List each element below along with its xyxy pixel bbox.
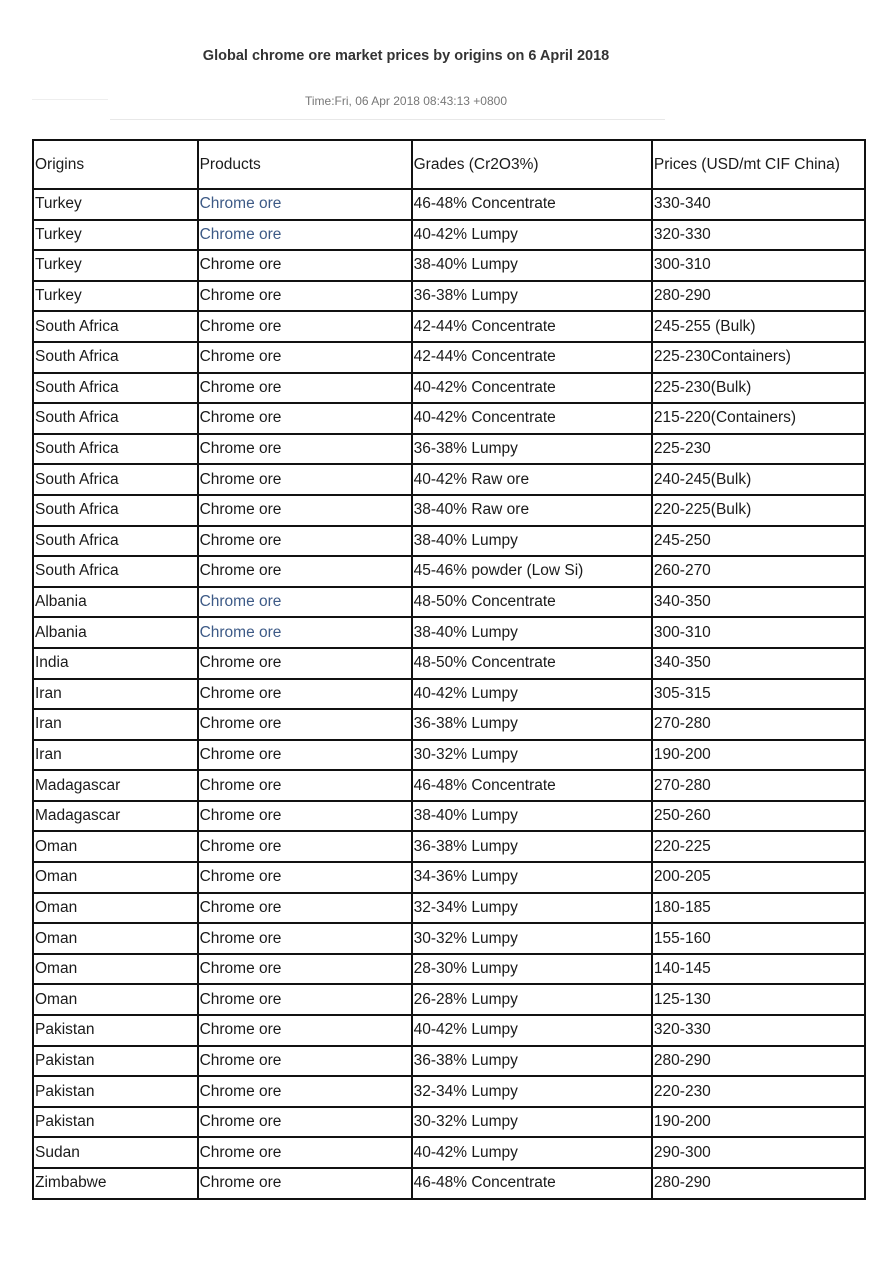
cell-origin: South Africa — [33, 526, 198, 557]
cell-product: Chrome ore — [198, 770, 412, 801]
cell-grade: 40-42% Lumpy — [412, 1015, 652, 1046]
cell-grade: 40-42% Lumpy — [412, 220, 652, 251]
cell-origin: Oman — [33, 893, 198, 924]
table-row — [33, 984, 865, 1015]
cell-origin: Oman — [33, 954, 198, 985]
cell-origin: Turkey — [33, 281, 198, 312]
table-row — [33, 342, 865, 373]
table-row — [33, 189, 865, 220]
product-link[interactable]: Chrome ore — [198, 617, 412, 648]
table-row — [33, 709, 865, 740]
cell-price: 280-290 — [652, 281, 865, 312]
cell-origin: Iran — [33, 679, 198, 710]
table-row — [33, 434, 865, 465]
cell-price: 140-145 — [652, 954, 865, 985]
table-row — [33, 1107, 865, 1138]
cell-product: Chrome ore — [198, 464, 412, 495]
cell-product: Chrome ore — [198, 1076, 412, 1107]
cell-grade: 38-40% Lumpy — [412, 801, 652, 832]
cell-product: Chrome ore — [198, 1015, 412, 1046]
table-row — [33, 831, 865, 862]
cell-grade: 48-50% Concentrate — [412, 587, 652, 618]
cell-origin: Iran — [33, 709, 198, 740]
cell-grade: 38-40% Lumpy — [412, 526, 652, 557]
table-row — [33, 311, 865, 342]
cell-price: 125-130 — [652, 984, 865, 1015]
cell-origin: Pakistan — [33, 1015, 198, 1046]
table-row — [33, 1168, 865, 1199]
cell-origin: South Africa — [33, 342, 198, 373]
cell-price: 240-245(Bulk) — [652, 464, 865, 495]
publish-time: Time:Fri, 06 Apr 2018 08:43:13 +0800 — [304, 94, 508, 108]
cell-grade: 36-38% Lumpy — [412, 434, 652, 465]
cell-grade: 36-38% Lumpy — [412, 281, 652, 312]
cell-product: Chrome ore — [198, 679, 412, 710]
table-row — [33, 679, 865, 710]
table-row — [33, 801, 865, 832]
cell-price: 300-310 — [652, 617, 865, 648]
cell-product: Chrome ore — [198, 831, 412, 862]
cell-price: 225-230 — [652, 434, 865, 465]
product-link[interactable]: Chrome ore — [198, 220, 412, 251]
cell-grade: 46-48% Concentrate — [412, 1168, 652, 1199]
cell-grade: 38-40% Lumpy — [412, 250, 652, 281]
table-row — [33, 862, 865, 893]
cell-product: Chrome ore — [198, 984, 412, 1015]
table-row — [33, 373, 865, 404]
cell-origin: Madagascar — [33, 770, 198, 801]
cell-price: 180-185 — [652, 893, 865, 924]
table-row — [33, 617, 865, 648]
cell-origin: Madagascar — [33, 801, 198, 832]
cell-grade: 40-42% Concentrate — [412, 403, 652, 434]
table-row — [33, 923, 865, 954]
cell-price: 320-330 — [652, 1015, 865, 1046]
cell-price: 245-255 (Bulk) — [652, 311, 865, 342]
cell-grade: 36-38% Lumpy — [412, 831, 652, 862]
cell-price: 300-310 — [652, 250, 865, 281]
table-row — [33, 403, 865, 434]
table-row — [33, 1076, 865, 1107]
header-products: Products — [198, 140, 412, 189]
cell-origin: Pakistan — [33, 1076, 198, 1107]
cell-price: 330-340 — [652, 189, 865, 220]
cell-grade: 30-32% Lumpy — [412, 1107, 652, 1138]
cell-product: Chrome ore — [198, 403, 412, 434]
cell-origin: Iran — [33, 740, 198, 771]
cell-price: 260-270 — [652, 556, 865, 587]
table-row — [33, 220, 865, 251]
table-row — [33, 1015, 865, 1046]
cell-price: 215-220(Containers) — [652, 403, 865, 434]
cell-product: Chrome ore — [198, 434, 412, 465]
cell-grade: 36-38% Lumpy — [412, 1046, 652, 1077]
cell-price: 225-230(Bulk) — [652, 373, 865, 404]
cell-price: 155-160 — [652, 923, 865, 954]
cell-origin: South Africa — [33, 373, 198, 404]
cell-product: Chrome ore — [198, 893, 412, 924]
cell-price: 340-350 — [652, 587, 865, 618]
cell-origin: Pakistan — [33, 1107, 198, 1138]
cell-origin: South Africa — [33, 434, 198, 465]
cell-price: 190-200 — [652, 740, 865, 771]
cell-product: Chrome ore — [198, 923, 412, 954]
cell-grade: 36-38% Lumpy — [412, 709, 652, 740]
cell-price: 280-290 — [652, 1168, 865, 1199]
cell-grade: 42-44% Concentrate — [412, 311, 652, 342]
table-row — [33, 587, 865, 618]
table-header-row — [33, 140, 865, 189]
table-row — [33, 770, 865, 801]
table-row — [33, 464, 865, 495]
cell-price: 200-205 — [652, 862, 865, 893]
cell-origin: Sudan — [33, 1137, 198, 1168]
cell-origin: Oman — [33, 984, 198, 1015]
cell-grade: 30-32% Lumpy — [412, 923, 652, 954]
cell-grade: 40-42% Raw ore — [412, 464, 652, 495]
page-title: Global chrome ore market prices by origins on 6 April 2018 — [202, 48, 610, 64]
cell-origin: Albania — [33, 617, 198, 648]
cell-price: 245-250 — [652, 526, 865, 557]
cell-grade: 32-34% Lumpy — [412, 893, 652, 924]
divider — [110, 119, 665, 120]
cell-price: 270-280 — [652, 709, 865, 740]
cell-grade: 46-48% Concentrate — [412, 189, 652, 220]
cell-origin: India — [33, 648, 198, 679]
cell-price: 340-350 — [652, 648, 865, 679]
cell-origin: Albania — [33, 587, 198, 618]
table-row — [33, 954, 865, 985]
cell-product: Chrome ore — [198, 1107, 412, 1138]
cell-price: 220-230 — [652, 1076, 865, 1107]
cell-grade: 38-40% Raw ore — [412, 495, 652, 526]
cell-product: Chrome ore — [198, 862, 412, 893]
cell-origin: South Africa — [33, 311, 198, 342]
cell-origin: Turkey — [33, 250, 198, 281]
cell-price: 250-260 — [652, 801, 865, 832]
header-grades: Grades (Cr2O3%) — [412, 140, 652, 189]
cell-grade: 45-46% powder (Low Si) — [412, 556, 652, 587]
cell-product: Chrome ore — [198, 373, 412, 404]
cell-origin: Oman — [33, 923, 198, 954]
cell-product: Chrome ore — [198, 311, 412, 342]
cell-grade: 48-50% Concentrate — [412, 648, 652, 679]
cell-origin: Turkey — [33, 189, 198, 220]
table-row — [33, 1046, 865, 1077]
table-row — [33, 648, 865, 679]
product-link[interactable]: Chrome ore — [198, 587, 412, 618]
cell-grade: 46-48% Concentrate — [412, 770, 652, 801]
cell-price: 320-330 — [652, 220, 865, 251]
table-row — [33, 1137, 865, 1168]
cell-origin: South Africa — [33, 403, 198, 434]
table-row — [33, 740, 865, 771]
cell-price: 305-315 — [652, 679, 865, 710]
table-row — [33, 250, 865, 281]
cell-grade: 34-36% Lumpy — [412, 862, 652, 893]
cell-product: Chrome ore — [198, 1137, 412, 1168]
table-row — [33, 526, 865, 557]
cell-grade: 42-44% Concentrate — [412, 342, 652, 373]
cell-grade: 32-34% Lumpy — [412, 1076, 652, 1107]
cell-origin: Turkey — [33, 220, 198, 251]
cell-origin: Zimbabwe — [33, 1168, 198, 1199]
cell-product: Chrome ore — [198, 281, 412, 312]
cell-grade: 38-40% Lumpy — [412, 617, 652, 648]
cell-price: 290-300 — [652, 1137, 865, 1168]
cell-grade: 40-42% Concentrate — [412, 373, 652, 404]
cell-product: Chrome ore — [198, 954, 412, 985]
cell-product: Chrome ore — [198, 740, 412, 771]
cell-price: 225-230Containers) — [652, 342, 865, 373]
table-row — [33, 281, 865, 312]
cell-price: 280-290 — [652, 1046, 865, 1077]
cell-grade: 28-30% Lumpy — [412, 954, 652, 985]
table-row — [33, 893, 865, 924]
cell-product: Chrome ore — [198, 495, 412, 526]
cell-product: Chrome ore — [198, 1046, 412, 1077]
cell-origin: Pakistan — [33, 1046, 198, 1077]
cell-grade: 26-28% Lumpy — [412, 984, 652, 1015]
cell-origin: Oman — [33, 831, 198, 862]
cell-product: Chrome ore — [198, 342, 412, 373]
cell-product: Chrome ore — [198, 526, 412, 557]
cell-product: Chrome ore — [198, 709, 412, 740]
table-row — [33, 495, 865, 526]
price-table — [32, 139, 866, 1200]
cell-price: 270-280 — [652, 770, 865, 801]
header-prices: Prices (USD/mt CIF China) — [652, 140, 865, 189]
cell-origin: South Africa — [33, 495, 198, 526]
cell-product: Chrome ore — [198, 648, 412, 679]
cell-origin: South Africa — [33, 464, 198, 495]
cell-price: 220-225(Bulk) — [652, 495, 865, 526]
cell-product: Chrome ore — [198, 1168, 412, 1199]
cell-grade: 40-42% Lumpy — [412, 1137, 652, 1168]
cell-product: Chrome ore — [198, 250, 412, 281]
cell-price: 190-200 — [652, 1107, 865, 1138]
cell-price: 220-225 — [652, 831, 865, 862]
cell-origin: Oman — [33, 862, 198, 893]
table-row — [33, 556, 865, 587]
cell-grade: 30-32% Lumpy — [412, 740, 652, 771]
header-origins: Origins — [33, 140, 198, 189]
cell-product: Chrome ore — [198, 801, 412, 832]
cell-product: Chrome ore — [198, 556, 412, 587]
cell-grade: 40-42% Lumpy — [412, 679, 652, 710]
cell-origin: South Africa — [33, 556, 198, 587]
product-link[interactable]: Chrome ore — [198, 189, 412, 220]
